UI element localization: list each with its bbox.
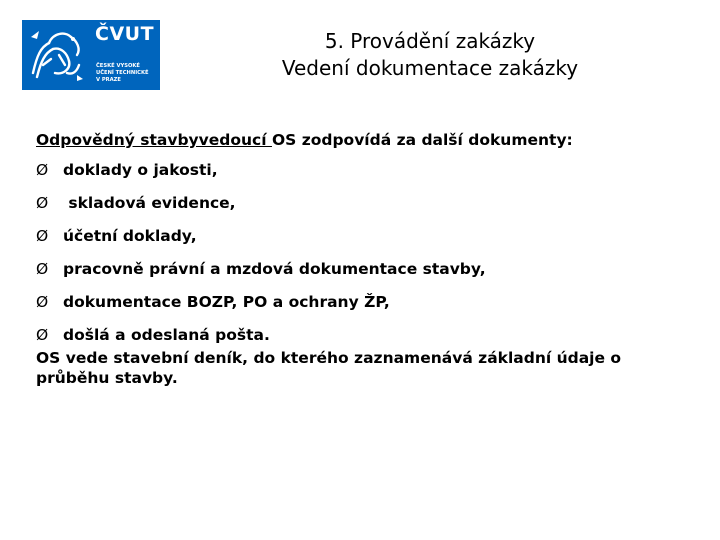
lion-emblem-icon: [27, 25, 87, 85]
slide-title: [200, 28, 660, 82]
document-list: [36, 158, 696, 356]
title-line-1: 5. Provádění zakázky: [324, 29, 536, 53]
arrow-bullet-icon: Ø: [36, 260, 49, 278]
logo-line-1: ČESKÉ VYSOKÉ: [96, 63, 140, 69]
arrow-bullet-icon: Ø: [36, 194, 49, 212]
arrow-bullet-icon: Ø: [36, 227, 49, 245]
logo-brand: ČVUT: [95, 23, 155, 45]
intro-rest: OS zodpovídá za další dokumenty:: [271, 131, 573, 149]
list-item: Ø účetní doklady,: [36, 224, 696, 257]
title-line-2: Vedení dokumentace zakázky: [281, 56, 579, 80]
logo-line-3: V PRAZE: [96, 77, 121, 83]
logo-line-2: UČENÍ TECHNICKÉ: [96, 70, 149, 76]
outro-paragraph: OS vede stavební deník, do kterého zaznamenává základní údaje o průběhu stavby.: [36, 349, 622, 387]
intro-underlined: Odpovědný stavbyvedoucí: [36, 131, 272, 149]
list-item: Ø skladová evidence,: [36, 191, 696, 224]
cvut-logo: [22, 20, 160, 90]
arrow-bullet-icon: Ø: [36, 326, 49, 344]
slide-body: [36, 128, 696, 396]
arrow-bullet-icon: Ø: [36, 161, 49, 179]
list-item: Ø pracovně právní a mzdová dokumentace stavby,: [36, 257, 696, 290]
arrow-bullet-icon: Ø: [36, 293, 49, 311]
intro-paragraph: [36, 128, 696, 152]
list-item: Ø dokumentace BOZP, PO a ochrany ŽP,: [36, 290, 696, 323]
list-item: Ø došlá a odeslaná pošta.: [36, 323, 696, 356]
list-item: Ø doklady o jakosti,: [36, 158, 696, 191]
